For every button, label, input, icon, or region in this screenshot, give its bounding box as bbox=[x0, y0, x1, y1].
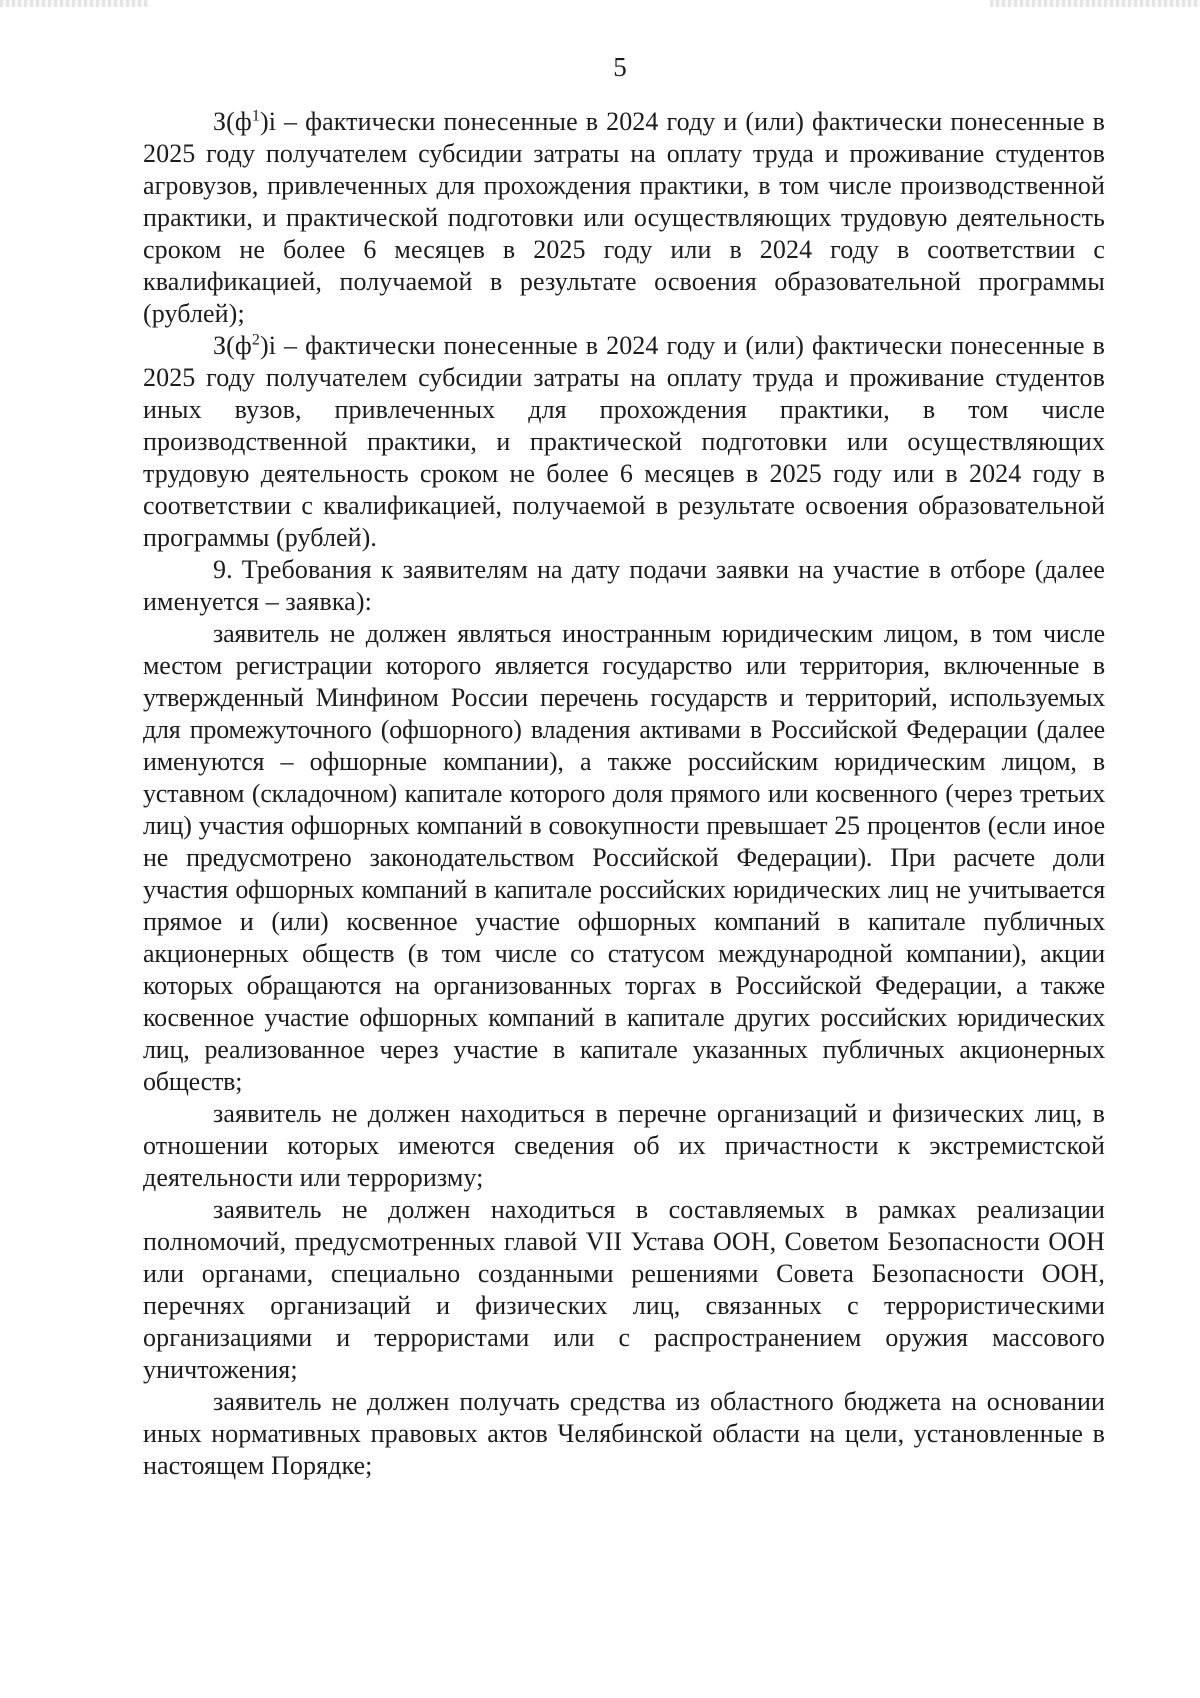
paragraph-text: заявитель не должен являться иностранным юридическим лицом, в том числе местом регистрации которого является государство или территория, включенные в утвержденный Минфином России перечень государств и территорий, используемых для промежуточного (офшорного) владения активами в Российской Федерации (далее именуются – офшорные компании), а также российским юридическим лицом, в уставном (складочном) капитале которого доля прямого или косвенного (через третьих лиц) участия офшорных компаний в совокупности превышает 25 процентов (если иное не предусмотрено законодательством Российской Федерации). При расчете доли участия офшорных компаний в капитале российских юридических лиц не учитывается прямое и (или) косвенное участие офшорных компаний в капитале публичных акционерных обществ (в том числе со статусом международной компании), акции которых обращаются на организованных торгах в Российской Федерации, а также косвенное участие офшорных компаний в капитале других российских юридических лиц, реализованное через участие в капитале указанных публичных акционерных обществ; bbox=[143, 619, 1105, 1096]
scan-edge-artifact bbox=[0, 0, 150, 7]
page-number: 5 bbox=[613, 52, 627, 82]
formula-superscript: 2 bbox=[251, 331, 260, 349]
paragraph-offshore-requirement bbox=[143, 618, 1105, 1098]
scan-edge-artifact bbox=[990, 0, 1200, 7]
paragraph-un-sanctions-requirement bbox=[143, 1194, 1105, 1386]
formula-prefix: З(ф bbox=[213, 107, 252, 136]
paragraph-text: заявитель не должен находиться в составляемых в рамках реализации полномочий, предусмотренных главой VII Устава ООН, Советом Безопасности ООН или органами, специально созданными решениями Совета Безопасности ООН, перечнях организаций и физических лиц, связанных с террористическими организациями и террористами или с распространением оружия массового уничтожения; bbox=[143, 1195, 1105, 1384]
paragraph-budget-requirement bbox=[143, 1386, 1105, 1482]
paragraph-extremism-requirement bbox=[143, 1098, 1105, 1194]
paragraph-text: заявитель не должен получать средства из областного бюджета на основании иных нормативных правовых актов Челябинской области на цели, установленные в настоящем Порядке; bbox=[143, 1387, 1105, 1480]
paragraph-formula-agro bbox=[143, 106, 1105, 330]
formula-superscript: 1 bbox=[251, 107, 260, 125]
paragraph-text: )i – фактически понесенные в 2024 году и (или) фактически понесенные в 2025 году получателем субсидии затраты на оплату труда и проживание студентов иных вузов, привлеченных для прохождения практики, в том числе производственной практики, и практической подготовки или осуществляющих трудовую деятельность сроком не более 6 месяцев в 2025 году или в 2024 году в соответствии с квалификацией, получаемой в результате освоения образовательной программы (рублей). bbox=[143, 331, 1105, 552]
formula-prefix: З(ф bbox=[213, 331, 252, 360]
paragraph-requirements-heading bbox=[143, 554, 1105, 618]
paragraph-text: заявитель не должен находиться в перечне организаций и физических лиц, в отношении которых имеются сведения об их причастности к экстремистской деятельности или терроризму; bbox=[143, 1099, 1105, 1192]
document-body bbox=[143, 106, 1105, 1482]
paragraph-text: )i – фактически понесенные в 2024 году и (или) фактически понесенные в 2025 году получателем субсидии затраты на оплату труда и проживание студентов агровузов, привлеченных для прохождения практики, в том числе производственной практики, и практической подготовки или осуществляющих трудовую деятельность сроком не более 6 месяцев в 2025 году или в 2024 году в соответствии с квалификацией, получаемой в результате освоения образовательной программы (рублей); bbox=[143, 107, 1105, 328]
paragraph-formula-other bbox=[143, 330, 1105, 554]
paragraph-text: 9. Требования к заявителям на дату подачи заявки на участие в отборе (далее именуется – заявка): bbox=[143, 555, 1105, 616]
